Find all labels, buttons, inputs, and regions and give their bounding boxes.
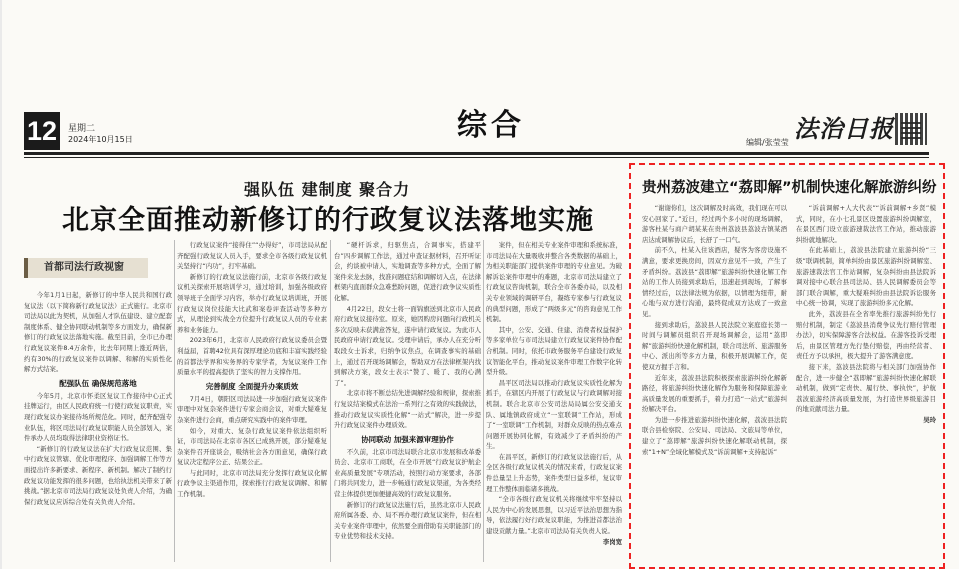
paragraph: 近年来，荔波县法院积极探索旅游纠纷化解新路径，将旅游纠纷快速化解作为服务和保障旅游业高质量发展的重要抓手，着力打造“一站式”旅游纠纷解决平台。: [642, 373, 787, 414]
weekday: 星期二: [68, 124, 96, 134]
paragraph: 新修订的行政复议法施行后，虽然北京市人民政府所属各委、办、局不再办理行政复议案件，但在相关专业案件审理中，依然要全面借助有关职能部门的专业优势和技术支持。: [334, 500, 481, 541]
paragraph: 2023年6月，北京市人民政府行政复议委员会暨利益届，首聘42位具有深厚理论功底和丰富实践经验的首都法学界和实务界的专家学者，为复议案件工作质量水平的提高提供了坚实的智力支撑作用。: [177, 336, 327, 377]
article-column-4: [486, 240, 622, 562]
paragraph: 在此基础上，荔波县法院建立旅游纠纷“三级”联调机制，简单纠纷由景区旅游纠纷调解室、旅游速裁法官工作站调解，复杂纠纷由县法院诉调对接中心联合县司法局、县人民调解委员会等部门联合调解，重大疑难纠纷由县法院诉讼服务中心统一协调，实现了旅游纠纷多元化解。: [796, 246, 936, 308]
paragraph: 接下来，荔波县法院将与相关部门加强协作配合，进一步健全“荔即解”旅游纠纷快速化解联动机制，做到“定责快、履行快、事执快”，护航荔波旅游经济高质量发展，为打造世界级旅游目的地贡献司法力量。: [796, 362, 936, 414]
subheading: 配强队伍 确保规范落地: [59, 378, 137, 388]
paragraph: 北京市将不断总结先进调解经验和规律，探索推行复议结案模式在法治一系列行之有效的实践做法，推动行政复议实质性化解“一站式”解决，进一步提升行政复议案件办理质效。: [334, 389, 481, 430]
paragraph: “硬杆诉求，归驱焦点，合调事实，搭建平台”四步调解工作法，通过申查证据材料，召开听证会，约谈被申请人，实地调查等多种方式，全面了解案件来龙去脉，找准问题症结和调解切入点，在法律框架内直面群众急难愁盼问题，促进行政争议实质性化解。: [334, 241, 481, 302]
paragraph: 新修订的行政复议法施行前，北京市各级行政复议机关探索开展培训学习，通过培训，加强各级政府领导班子全面学习内容，举办行政复议培训班，开展行政复议岗位技能大比武和案卷评查活动等多种方式，从理论到实战全方位提升行政复议人员的专业素养和业务能力。: [177, 272, 327, 334]
paragraph: 7月4日，朝阳区司法局进一步加强行政复议案件审理中对复杂案件进行专家会商会议，对重大疑难复杂案件进行会商，重点研究实践中的案件审理。: [177, 394, 327, 424]
column-divider: [174, 240, 175, 562]
article-column-1: [24, 290, 172, 562]
paragraph: 在昌平区，新修订的行政复议法施行后，从全区各级行政复议机关的情况来看，行政复议案件总量呈上升态势，案件类型日益多样，复议审理工作整体面临诸多挑战。: [486, 452, 622, 493]
paragraph: 如今，对重大、复杂行政复议案件依法组织听证，市司法局在北京市各区已成熟开展，部分疑难复杂案件召开座谈会，吸纳社会各方面意见，确保行政复议决定程序公正、结果公正。: [177, 426, 327, 467]
paragraph: 4月22日，段女士将一面锦旗送到北京市人民政府行政复议接待室。原来，她因购房问题向行政机关多次反映未获满意答复，遂申请行政复议。为此市人民政府申请行政复议。受理申请后，承办人在充分听取段女士诉求，归纳争议焦点，在调查事实的基础上，通过召开现场调解会，帮助双方在法律框架内找到解决方案，段女士表示“赞了、暖了、我的心满了”。: [334, 304, 481, 387]
paragraph: “诉前调解+人大代表”“诉前调解+乡贤”模式，同时，在小七孔景区设置旅游纠纷调解室，在景区西门设立旅游速裁法官工作站，推动旅游纠纷就地解决。: [796, 204, 936, 244]
paragraph: “谢谢你们，这次调解及时高效，我们现在可以安心回家了。”近日，经过两个多小时的现场调解，游客杜某与商户胡某某在贵州荔波县荔波古镇某酒店达成调解协议后，长舒了一口气。: [642, 204, 787, 244]
paragraph: 昌平区司法局以推动行政复议实质性化解为抓手，在辖区内开展了行政复议与行政调解对接机制。联合北京市公安司法局局属公安交通支队、属地镇政府成立“一室联调”工作站，形成了“一室联调”工作机制，对群众反映的热点难点问题开展协同化解，有效减少了矛盾纠纷的产生。: [486, 378, 622, 451]
boxed-article-title: 贵州荔波建立“荔即解”机制快速化解旅游纠纷: [642, 180, 937, 196]
column-badge-label: 首都司法行政视窗: [44, 262, 124, 273]
paragraph: 今年5月，北京市怀柔区复议工作接待中心正式挂牌运行，由区人民政府统一行使行政复议职责，实现行政复议办案接待场所规范化。同时，配齐配强专业队伍，将区司法局行政复议职能人员全部划入，案件承办人员均取得法律职业资格证书。: [24, 391, 172, 443]
paragraph: 前不久，杜某入住该酒店，疑客为客房设施不满意，要求更换房间，因双方意见不一致，产生了矛盾纠纷。荔波县“荔即解”旅游纠纷快速化解工作站的工作人员接到求助后，迅速赶到现场，了解事情经过后，以法律法规为依据，以情理为纽带，耐心地与双方进行沟通，最终促成双方达成了一致意见。: [642, 246, 787, 318]
column-divider: [330, 240, 331, 562]
column-badge: [24, 258, 148, 278]
article-column-2: [177, 240, 327, 562]
header-rule: [24, 152, 929, 155]
paragraph: 案件，但在相关专业案件审理和系统标准，市司法局在大量吸收并整合各类数据的基础上，为相关职能部门提供案件审理的专业意见。为破解诉讼案件审理中的难题，北京市司法局建立了行政复议咨询机制，联合全市各委办局，以及相关专业领域的调研平台，凝练专家参与行政复议的典型问题，形成了“两级多元”的咨询意见工作机制。: [486, 241, 622, 324]
paragraph: 接到求助后，荔波县人民法院立案庭庭长第一时间与调解员组织召开现场调解会，运用“荔即解”旅游纠纷快速化解机制，联合司法所、旅游服务中心、派出所等多方力量，积极开展调解工作，促使双方握手言和。: [642, 320, 787, 371]
paragraph: 为进一步推进旅游纠纷快速化解，荔波县法院联合县检察院、公安局、司法局、文旅局等单位，建立了“荔即解”旅游纠纷快速化解联动机制，探索“1+N”全域化解模式及“诉前调解+支持起诉”: [642, 415, 787, 456]
byline: 李岗宽: [602, 537, 622, 546]
boxed-article-column-1: [642, 203, 787, 558]
byline: 吴玲: [923, 415, 936, 424]
section-title: 综合: [457, 108, 525, 143]
editor-credit: 编辑/张莹莹: [746, 138, 789, 147]
paragraph: 其中，公安、交通、住建、消费者权益保护等多家单位与市司法局建立行政复议案件协作配合机制。同时，依托市政务服务平台建设行政复议智能化平台，推动复议案件审理工作数字化转型升级。: [486, 325, 622, 377]
paragraph: 此外，荔波县在全省率先推行旅游纠纷先行赔付机制，制定《荔波县消费争议先行赔付管理办法》，切实保障游客合法权益。在游客投诉受理后，由景区管理方先行垫付赔偿，再由经营者、责任方予以承担，极大提升了游客满意度。: [796, 309, 936, 361]
issue-date: 2024年10月15日: [68, 135, 133, 144]
paragraph: 不久前，北京市司法局联合北京市发展和改革委员会、北京市工商联，在全市开展“行政复议护航企业高质量发展”专项活动，按照行动方案要求，各部门将共同发力，进一步畅通行政复议渠道，为各类经营主体提供更加便捷高效的行政复议服务。: [334, 447, 481, 499]
newspaper-logo: 法治日报: [794, 114, 894, 143]
paragraph: 行政复议案件“接得住”“办得好”，市司法局从配齐配强行政复议人员入手，要求全市各级行政复议机关坚持行“内功”，打牢基础。: [177, 241, 327, 271]
paragraph: “全市各级行政复议机关将继续牢牢坚持以人民为中心的发展思想，以习近平法治思想为指导，依法履行好行政复议职能，为推进首都法治建设贡献力量。”北京市司法局有关负责人说。: [486, 495, 622, 536]
article-column-3: [334, 240, 481, 562]
qr-code-icon: [895, 113, 927, 145]
subheading: 完善制度 全面提升办案质效: [205, 381, 299, 391]
column-divider: [483, 240, 484, 562]
paragraph: 与此同时，北京市司法局充分发挥行政复议化解行政争议主渠道作用，探索推行行政复议调解、和解工作机制。: [177, 468, 327, 499]
paragraph: 今年1月1日起，新修订的中华人民共和国行政复议法（以下简称新行政复议法）正式施行。北京市司法局以此为契机，从加强人才队伍建设、建立配套制度体系、健全协同联动机制等多方面发力，确保新修订的行政复议法落地实施。截至目前，全市已办理行政复议案件8.4万余件，比去年同期上涨近两倍，约有30%的行政复议案件以调解、和解的实质性化解方式结案。: [24, 291, 172, 374]
newspaper-page: [2, 0, 959, 569]
header-rule-thin: [24, 157, 929, 158]
paragraph: “新修订的行政复议法在扩大行政复议范围、集中行政复议管辖、优化审理程序、加强调解工作等方面提出许多新要求、新程序、新机制。解决了制约行政复议功能发挥的很多问题，也给执法机关带来了新挑战。”据北京市司法局行政复议处负责人介绍，为确保行政复议应诉综合处有关负责人介绍。: [24, 444, 172, 506]
page-number: 12: [24, 112, 60, 150]
article-kicker: 强队伍 建制度 聚合力: [244, 180, 411, 199]
subheading: 协同联动 加强来源审理协作: [361, 434, 454, 444]
boxed-article-column-2: [796, 203, 936, 558]
article-headline: 北京全面推动新修订的行政复议法落地实施: [62, 205, 594, 236]
